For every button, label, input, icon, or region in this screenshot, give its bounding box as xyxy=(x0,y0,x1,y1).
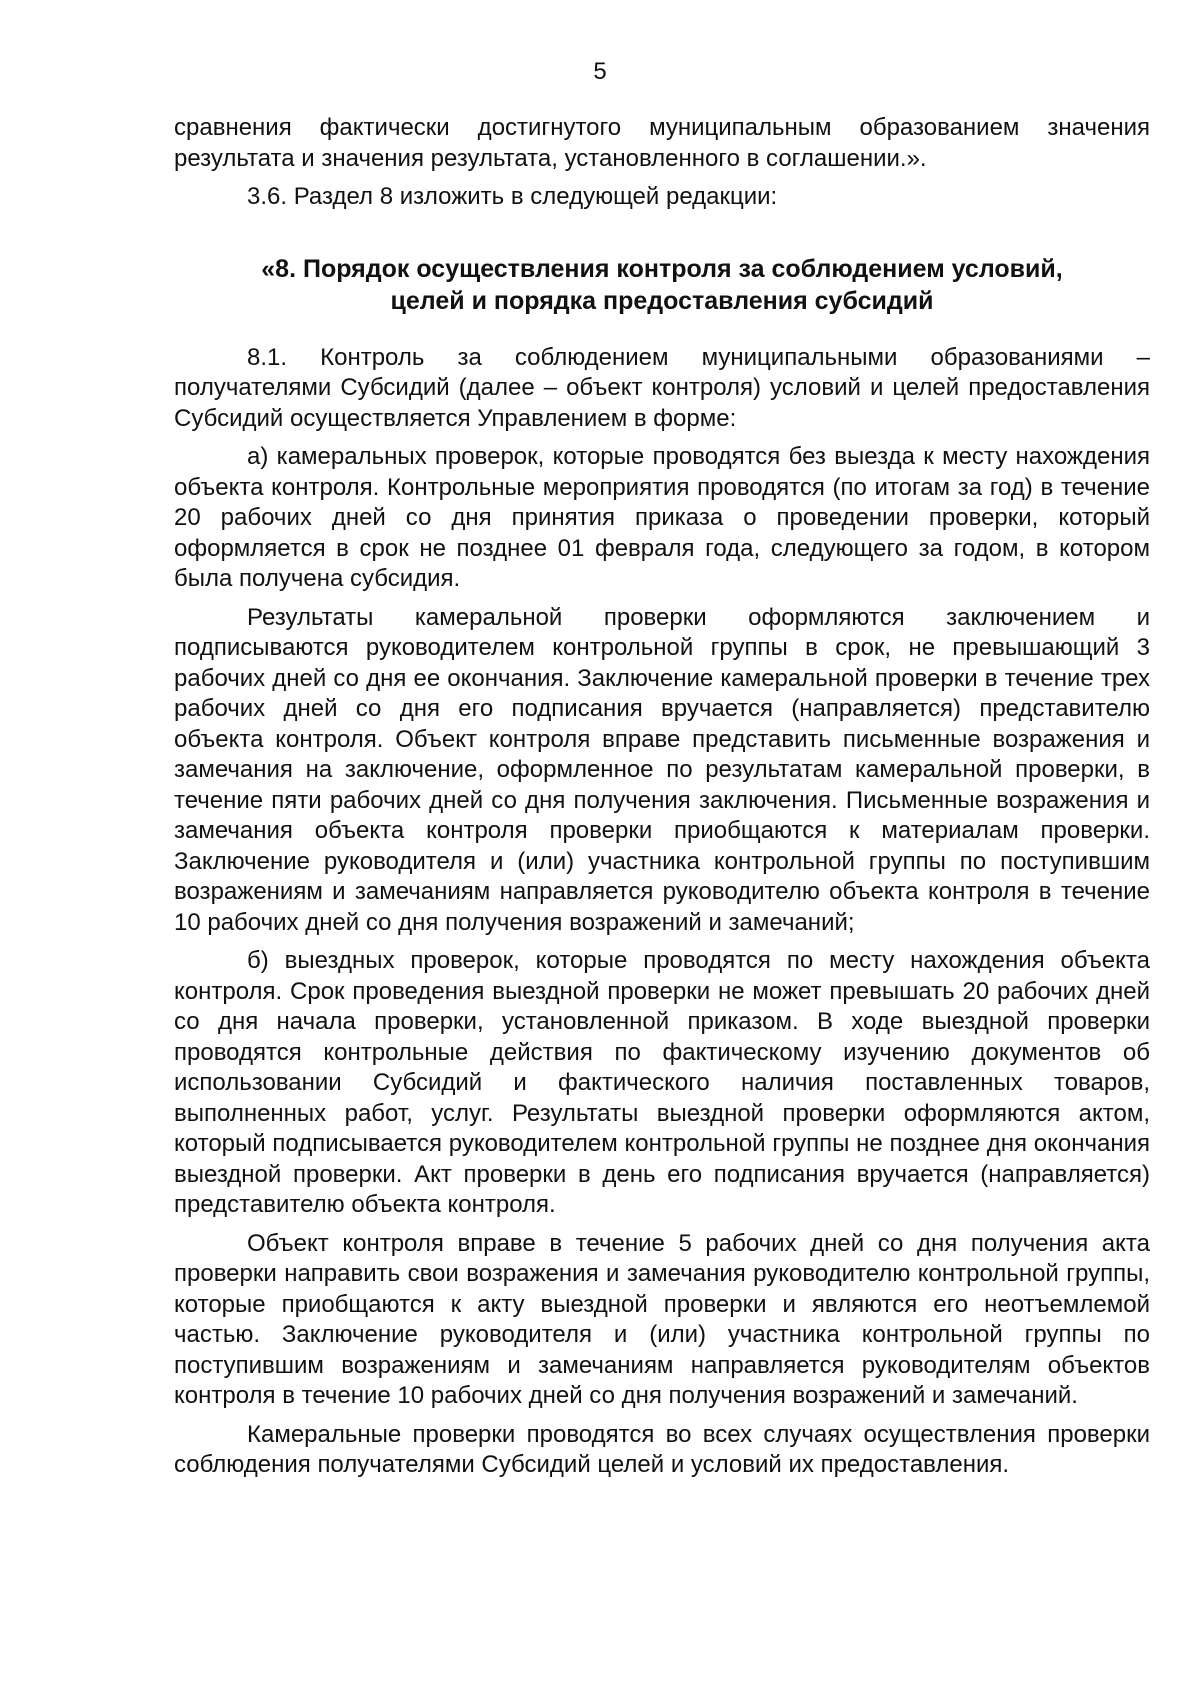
page-number: 5 xyxy=(593,58,607,85)
document-body xyxy=(174,113,1150,1489)
paragraph-8-1: 8.1. Контроль за соблюдением муниципальными образованиями – получателями Субсидий (далее – объект контроля) условий и целей предоставления Субсидий осуществляется Управлением в форме: xyxy=(174,343,1150,432)
paragraph-section-change: 3.6. Раздел 8 изложить в следующей редакции: xyxy=(247,183,778,210)
paragraph-cameral-cases: Камеральные проверки проводятся во всех случаях осуществления проверки соблюдения получателями Субсидий целей и условий их предоставления. xyxy=(174,1420,1150,1478)
section-heading-line-1: «8. Порядок осуществления контроля за соблюдением условий, xyxy=(261,254,1063,283)
paragraph-continuation: сравнения фактически достигнутого муниципальным образованием значения результата и значения результата, установленного в соглашении.». xyxy=(174,114,1150,172)
section-heading-line-2: целей и порядка предоставления субсидий xyxy=(390,286,934,315)
paragraph-cameral-results: Результаты камеральной проверки оформляются заключением и подписываются руководителем контрольной группы в срок, не превышающий 3 рабочих дней со дня ее окончания. Заключение камеральной проверки в течение трех рабочих дней со дня его подписания вручается (направляется) представителю объекта контроля. Объект контроля вправе представить письменные возражения и замечания на заключение, оформленное по результатам камеральной проверки, в течение пяти рабочих дней со дня получения заключения. Письменные возражения и замечания объекта контроля проверки приобщаются к материалам проверки. Заключение руководителя и (или) участника контрольной группы по поступившим возражениям и замечаниям направляется руководителю объекта контроля в течение 10 рабочих дней со дня получения возражений и замечаний; xyxy=(174,603,1150,936)
section-heading xyxy=(174,253,1150,317)
paragraph-a-cameral-checks: а) камеральных проверок, которые проводятся без выезда к месту нахождения объекта контроля. Контрольные мероприятия проводятся (по итогам за год) в течение 20 рабочих дней со дня принятия приказа о проведении проверки, который оформляется в срок не позднее 01 февраля года, следующего за годом, в котором была получена субсидия. xyxy=(174,443,1150,592)
paragraph-object-rights: Объект контроля вправе в течение 5 рабочих дней со дня получения акта проверки направить свои возражения и замечания руководителю контрольной группы, которые приобщаются к акту выездной проверки и являются его неотъемлемой частью. Заключение руководителя и (или) участника контрольной группы по поступившим возражениям и замечаниям направляется руководителям объектов контроля в течение 10 рабочих дней со дня получения возражений и замечаний. xyxy=(174,1229,1150,1409)
paragraph-b-field-checks: б) выездных проверок, которые проводятся по месту нахождения объекта контроля. Срок проведения выездной проверки не может превышать 20 рабочих дней со дня начала проверки, установленной приказом. В ходе выездной проверки проводятся контрольные действия по фактическому изучению документов об использовании Субсидий и фактического наличия поставленных товаров, выполненных работ, услуг. Результаты выездной проверки оформляются актом, который подписывается руководителем контрольной группы не позднее дня окончания выездной проверки. Акт проверки в день его подписания вручается (направляется) представителю объекта контроля. xyxy=(174,947,1150,1218)
